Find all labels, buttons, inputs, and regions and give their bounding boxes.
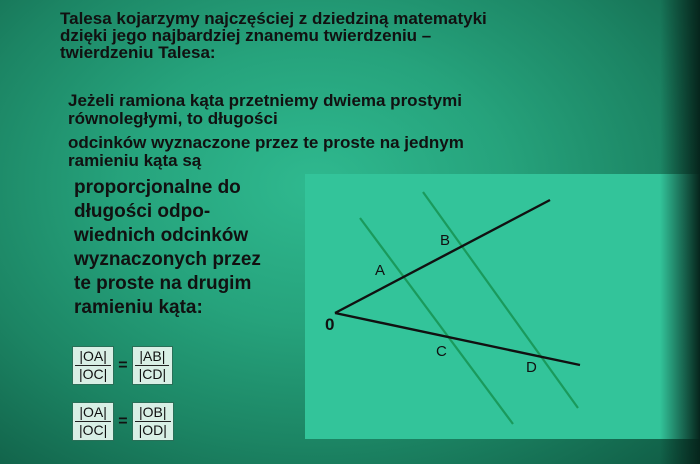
theorem-line-3: odcinków wyznaczone przez te proste na jednym (68, 133, 464, 152)
theorem-line-2: równoległymi, to długości (68, 109, 278, 128)
intro-paragraph (58, 9, 598, 170)
continuation-line: wiednich odcinków (74, 225, 249, 246)
intro-line-2: dzięki jego najbardziej znanemu twierdzeniu – (60, 26, 432, 45)
intro-line-1: Talesa kojarzymy najczęściej z dziedziną matematyki (60, 9, 487, 28)
continuation-line: te proste na drugim (74, 273, 252, 294)
label-c: C (436, 343, 447, 360)
label-b: B (440, 232, 451, 249)
fraction-numerator: |OA| (75, 348, 111, 366)
fraction-denominator: |OC| (79, 366, 108, 382)
continuation-line: ramieniu kąta: (74, 297, 203, 318)
fraction-numerator: |AB| (135, 348, 169, 366)
continuation-line: wyznaczonych przez (74, 249, 261, 270)
formula-1-rhs (132, 346, 174, 385)
fraction-denominator: |OC| (79, 422, 108, 438)
equals-sign: = (118, 356, 128, 374)
theorem-line-4: ramieniu kąta są (68, 151, 202, 170)
fraction-denominator: |OD| (138, 422, 167, 438)
fraction-denominator: |CD| (138, 366, 167, 382)
intro-line-3: twierdzeniu Talesa: (60, 43, 216, 62)
angle-arm-upper (335, 200, 550, 313)
thales-diagram (305, 174, 700, 439)
equals-sign: = (118, 412, 128, 430)
formula-2-lhs (72, 402, 114, 441)
projector-vignette (660, 0, 700, 464)
label-a: A (375, 262, 386, 279)
formula-1 (72, 346, 173, 385)
fraction-numerator: |OA| (75, 404, 111, 422)
continuation-line: proporcjonalne do (74, 177, 241, 198)
parallel-line-1 (360, 218, 513, 424)
theorem-continuation (74, 176, 261, 320)
continuation-line: długości odpo- (74, 201, 211, 222)
label-d: D (526, 359, 537, 376)
thales-figure (305, 174, 700, 439)
fraction-numerator: |OB| (135, 404, 171, 422)
theorem-paragraph (68, 92, 608, 170)
formula-1-lhs (72, 346, 114, 385)
theorem-line-1: Jeżeli ramiona kąta przetniemy dwiema prostymi (68, 91, 462, 110)
angle-arm-lower (335, 313, 580, 365)
formula-2 (72, 402, 174, 441)
formula-2-rhs (132, 402, 174, 441)
label-o: 0 (325, 315, 335, 334)
parallel-line-2 (423, 192, 578, 408)
